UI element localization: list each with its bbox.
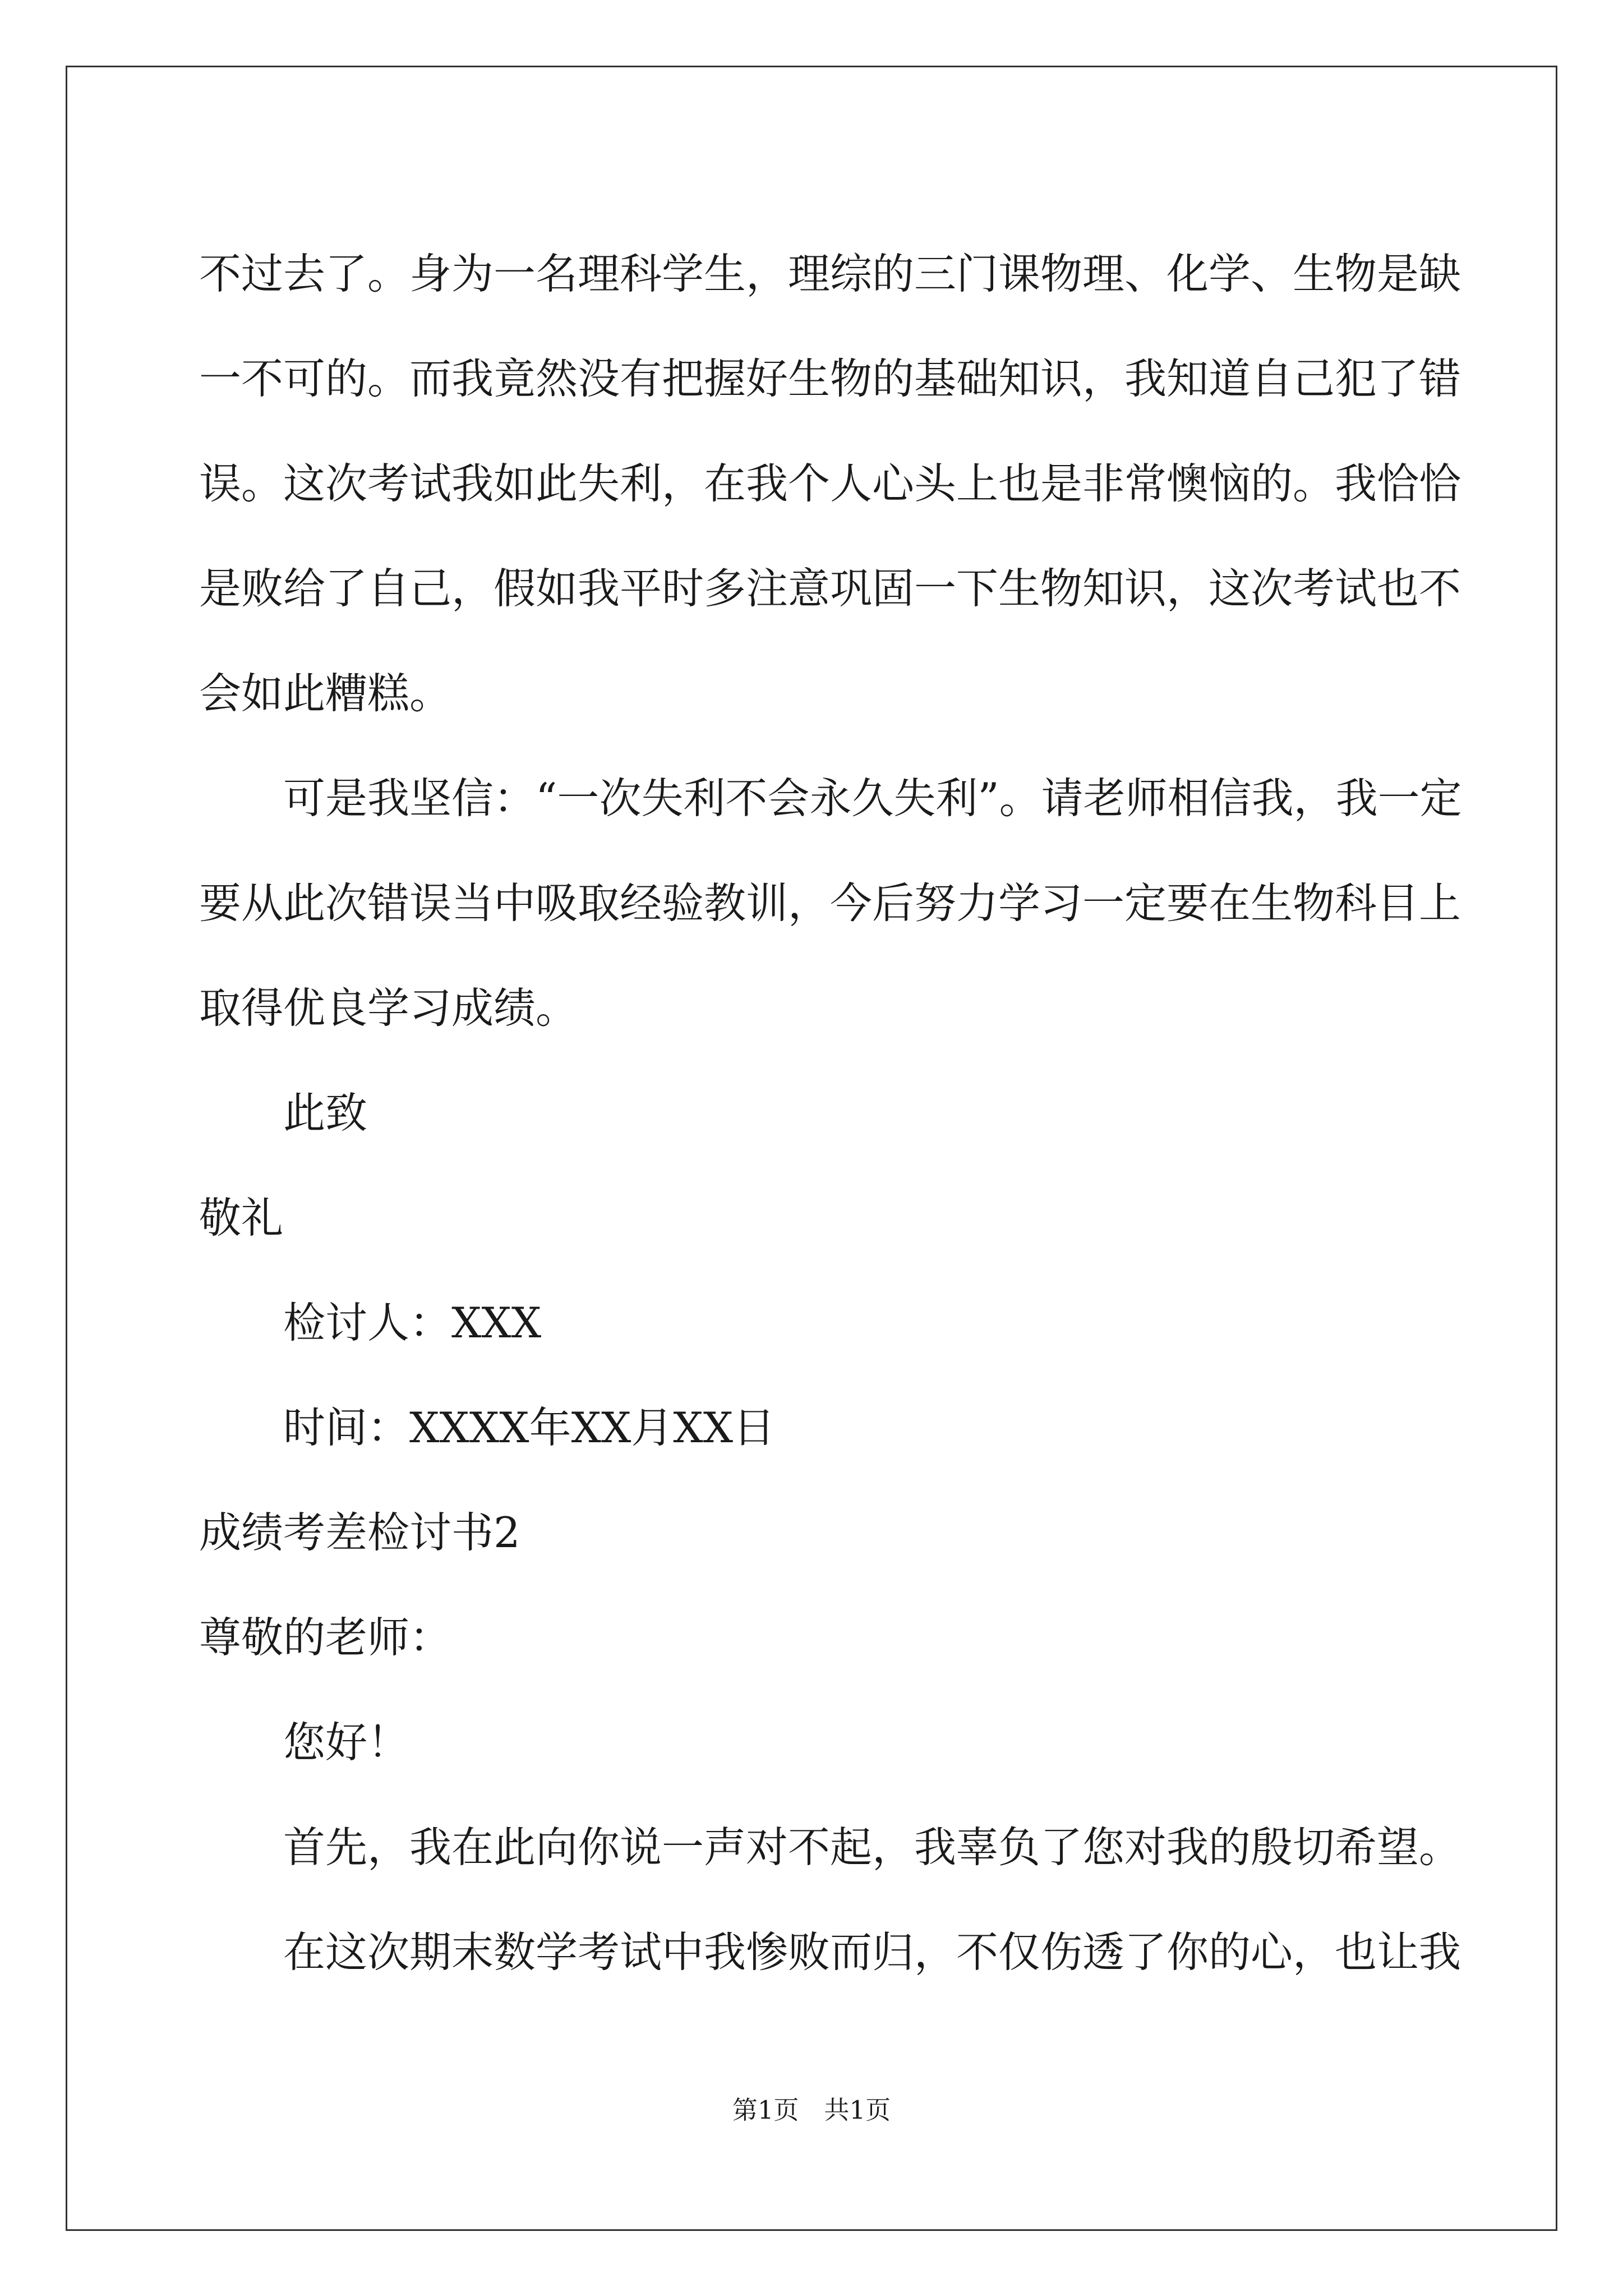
paragraph-line: 可是我坚信：“一次失利不会永久失利”。请老师相信我，我一定 [283, 774, 1462, 823]
paragraph-line: 是败给了自己，假如我平时多注意巩固一下生物知识，这次考试也不 [199, 564, 1461, 613]
paragraph-line: 误。这次考试我如此失利，在我个人心头上也是非常懊恼的。我恰恰 [199, 459, 1461, 508]
signature-author: 检讨人：XXX [283, 1298, 542, 1347]
section-title: 成绩考差检讨书2 [199, 1508, 520, 1557]
paragraph-line: 首先，我在此向你说一声对不起，我辜负了您对我的殷切希望。 [283, 1823, 1461, 1872]
document-body [199, 222, 1462, 2005]
closing-regards: 敬礼 [199, 1193, 284, 1243]
paragraph-line: 不过去了。身为一名理科学生，理综的三门课物理、化学、生物是缺 [199, 249, 1461, 298]
paragraph-line: 在这次期末数学考试中我惨败而归，不仅伤透了你的心，也让我 [283, 1927, 1461, 1977]
letter-hello: 您好！ [283, 1718, 410, 1767]
page-number-current: 第1页 [732, 2095, 799, 2125]
paragraph-line: 要从此次错误当中吸取经验教训，今后努力学习一定要在生物科目上 [199, 878, 1461, 928]
page-number-total: 共1页 [824, 2095, 891, 2125]
page-footer [0, 2090, 1623, 2126]
paragraph-line: 一不可的。而我竟然没有把握好生物的基础知识，我知道自己犯了错 [199, 354, 1461, 403]
signature-date: 时间：XXXX年XX月XX日 [283, 1403, 776, 1452]
closing-salutation: 此致 [283, 1088, 368, 1138]
paragraph-line: 取得优良学习成绩。 [199, 983, 578, 1033]
letter-greeting: 尊敬的老师： [199, 1613, 452, 1662]
paragraph-line: 会如此糟糕。 [199, 669, 452, 718]
